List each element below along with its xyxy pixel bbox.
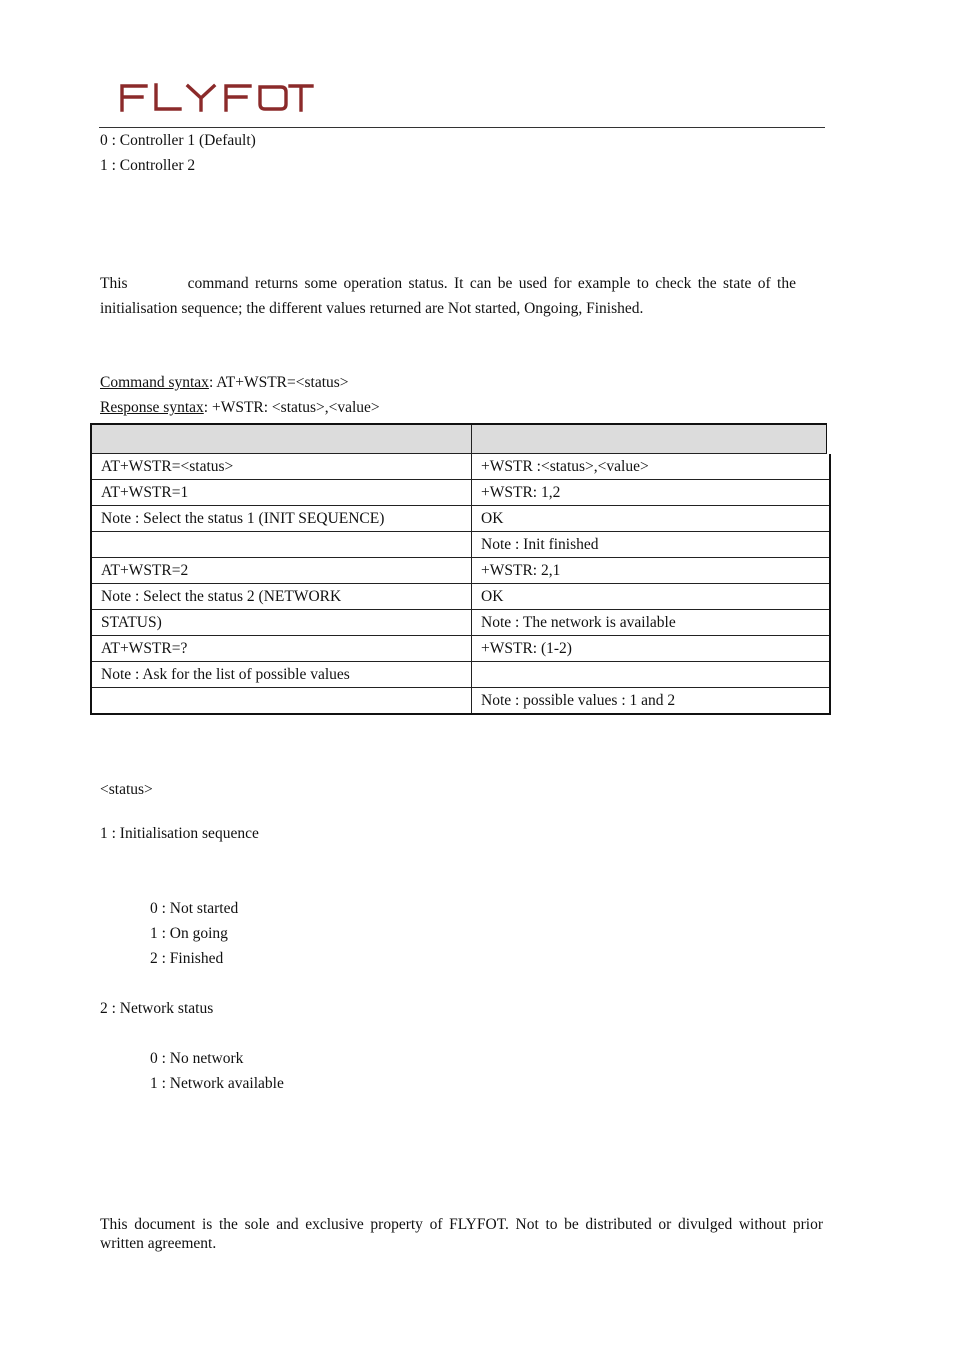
table-header-cell bbox=[472, 424, 830, 454]
table-row bbox=[91, 480, 830, 506]
table-row bbox=[91, 558, 830, 584]
table-row bbox=[91, 688, 830, 715]
table-row bbox=[91, 584, 830, 610]
table-cell bbox=[91, 688, 472, 715]
table-row bbox=[91, 636, 830, 662]
command-syntax bbox=[100, 373, 349, 393]
table-cell: +WSTR: 2,1 bbox=[472, 558, 830, 584]
list-item: 0 : Not started bbox=[150, 900, 239, 917]
list-item: 0 : No network bbox=[150, 1050, 244, 1067]
table-header-cell bbox=[91, 424, 472, 454]
description-paragraph bbox=[100, 271, 796, 321]
network-status-title: 2 : Network status bbox=[100, 1000, 214, 1017]
command-syntax-label: Command syntax bbox=[100, 374, 209, 391]
list-item: 1 : Controller 2 bbox=[100, 157, 196, 174]
list-item: 1 : On going bbox=[150, 925, 228, 942]
command-table bbox=[90, 423, 832, 715]
table-cell: +WSTR: (1-2) bbox=[472, 636, 830, 662]
list-item: 2 : Finished bbox=[150, 950, 224, 967]
table-row bbox=[91, 532, 830, 558]
command-syntax-value: : AT+WSTR=<status> bbox=[208, 374, 349, 391]
list-item: 0 : Controller 1 (Default) bbox=[100, 132, 256, 149]
flyfot-logo bbox=[118, 80, 314, 114]
table-cell: Note : Ask for the list of possible values bbox=[91, 662, 472, 688]
table-cell: AT+WSTR=1 bbox=[91, 480, 472, 506]
table-cell: Note : Select the status 1 (INIT SEQUENCE) bbox=[91, 506, 472, 532]
table-cell: AT+WSTR=<status> bbox=[91, 454, 472, 480]
table-cell: Note : possible values : 1 and 2 bbox=[472, 688, 830, 715]
table-cell: OK bbox=[472, 584, 830, 610]
table-cell: Note : Init finished bbox=[472, 532, 830, 558]
table-cell: OK bbox=[472, 506, 830, 532]
table-row bbox=[91, 662, 830, 688]
list-item: 1 : Network available bbox=[150, 1075, 284, 1092]
table-row bbox=[91, 506, 830, 532]
table-cell: STATUS) bbox=[91, 610, 472, 636]
init-sequence-title: 1 : Initialisation sequence bbox=[100, 825, 259, 842]
table-cell bbox=[472, 662, 830, 688]
table-row bbox=[91, 610, 830, 636]
response-syntax bbox=[100, 398, 380, 418]
response-syntax-value: : +WSTR: <status>,<value> bbox=[203, 399, 380, 416]
table-cell: Note : The network is available bbox=[472, 610, 830, 636]
table-cell: +WSTR :<status>,<value> bbox=[472, 454, 830, 480]
description-text: command returns some operation status. It can be used for example to check the state of the initialisation sequence; the different values returned are Not started, Ongoing, Finished. bbox=[100, 275, 796, 317]
table-cell: +WSTR: 1,2 bbox=[472, 480, 830, 506]
table-cell: Note : Select the status 2 (NETWORK bbox=[91, 584, 472, 610]
description-lead: This bbox=[100, 275, 128, 292]
header-rule bbox=[99, 127, 825, 128]
table-header-row bbox=[91, 424, 830, 454]
table-row bbox=[91, 454, 830, 480]
footer-notice: This document is the sole and exclusive property of FLYFOT. Not to be distributed or divulged without prior written agreement. bbox=[100, 1216, 823, 1252]
table-cell: AT+WSTR=2 bbox=[91, 558, 472, 584]
response-syntax-label: Response syntax bbox=[100, 399, 204, 416]
table-cell: AT+WSTR=? bbox=[91, 636, 472, 662]
table-cell bbox=[91, 532, 472, 558]
status-param-label: <status> bbox=[100, 781, 153, 798]
